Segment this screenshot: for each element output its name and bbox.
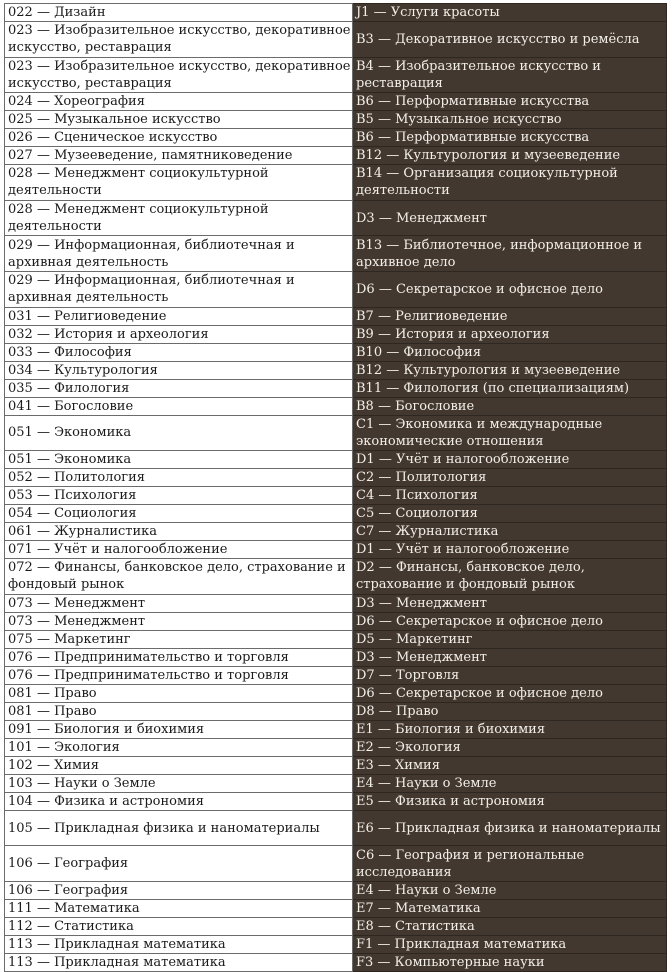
old-specialty-cell: 091 — Биология и биохимия — [5, 720, 353, 738]
old-specialty-cell: 051 — Экономика — [5, 415, 353, 451]
old-specialty-cell: 073 — Менеджмент — [5, 612, 353, 630]
table-row — [5, 881, 667, 899]
table-row — [5, 702, 667, 720]
table-row — [5, 774, 667, 792]
old-specialty-cell: 054 — Социология — [5, 505, 353, 523]
table-row — [5, 397, 667, 415]
old-specialty-cell: 106 — География — [5, 846, 353, 882]
new-specialty-cell: C2 — Политология — [353, 469, 667, 487]
old-specialty-cell: 028 — Менеджмент социокультурной деятельности — [5, 200, 353, 236]
old-specialty-cell: 023 — Изобразительное искусство, декоративное искусство, реставрация — [5, 22, 353, 58]
new-specialty-cell: J1 — Услуги красоты — [353, 4, 667, 22]
table-row — [5, 111, 667, 129]
table-row — [5, 684, 667, 702]
table-row — [5, 379, 667, 397]
new-specialty-cell: B13 — Библиотечное, информационное и архивное дело — [353, 236, 667, 272]
old-specialty-cell: 072 — Финансы, банковское дело, страхование и фондовый рынок — [5, 559, 353, 595]
new-specialty-cell: D5 — Маркетинг — [353, 630, 667, 648]
table-row — [5, 487, 667, 505]
table-row — [5, 666, 667, 684]
new-specialty-cell: C7 — Журналистика — [353, 523, 667, 541]
old-specialty-cell: 106 — География — [5, 881, 353, 899]
new-specialty-cell: C4 — Психология — [353, 487, 667, 505]
old-specialty-cell: 028 — Менеджмент социокультурной деятельности — [5, 165, 353, 201]
table-row — [5, 630, 667, 648]
table-row — [5, 917, 667, 935]
new-specialty-cell: C5 — Социология — [353, 505, 667, 523]
old-specialty-cell: 061 — Журналистика — [5, 523, 353, 541]
new-specialty-cell: B10 — Философия — [353, 343, 667, 361]
old-specialty-cell: 103 — Науки о Земле — [5, 774, 353, 792]
new-specialty-cell: D1 — Учёт и налогообложение — [353, 541, 667, 559]
table-row — [5, 899, 667, 917]
table-row — [5, 271, 667, 307]
table-row — [5, 93, 667, 111]
new-specialty-cell: D6 — Секретарское и офисное дело — [353, 612, 667, 630]
old-specialty-cell: 112 — Статистика — [5, 917, 353, 935]
new-specialty-cell: B12 — Культурология и музееведение — [353, 361, 667, 379]
old-specialty-cell: 029 — Информационная, библиотечная и архивная деятельность — [5, 236, 353, 272]
old-specialty-cell: 034 — Культурология — [5, 361, 353, 379]
new-specialty-cell: B5 — Музыкальное искусство — [353, 111, 667, 129]
specialty-mapping-table — [4, 3, 667, 972]
table-row — [5, 720, 667, 738]
new-specialty-cell: D3 — Менеджмент — [353, 594, 667, 612]
old-specialty-cell: 104 — Физика и астрономия — [5, 792, 353, 810]
new-specialty-cell: E5 — Физика и астрономия — [353, 792, 667, 810]
table-row — [5, 236, 667, 272]
new-specialty-cell: E6 — Прикладная физика и наноматериалы — [353, 810, 667, 846]
old-specialty-cell: 076 — Предпринимательство и торговля — [5, 666, 353, 684]
new-specialty-cell: C6 — География и региональные исследования — [353, 846, 667, 882]
table-row — [5, 451, 667, 469]
table-row — [5, 361, 667, 379]
new-specialty-cell: B6 — Перформативные искусства — [353, 93, 667, 111]
table-row — [5, 738, 667, 756]
old-specialty-cell: 071 — Учёт и налогообложение — [5, 541, 353, 559]
new-specialty-cell: F3 — Компьютерные науки — [353, 953, 667, 971]
new-specialty-cell: B14 — Организация социокультурной деятельности — [353, 165, 667, 201]
new-specialty-cell: B3 — Декоративное искусство и ремёсла — [353, 22, 667, 58]
old-specialty-cell: 102 — Химия — [5, 756, 353, 774]
new-specialty-cell: B6 — Перформативные искусства — [353, 129, 667, 147]
table-row — [5, 505, 667, 523]
new-specialty-cell: B12 — Культурология и музееведение — [353, 147, 667, 165]
new-specialty-cell: D3 — Менеджмент — [353, 648, 667, 666]
new-specialty-cell: D6 — Секретарское и офисное дело — [353, 684, 667, 702]
old-specialty-cell: 113 — Прикладная математика — [5, 935, 353, 953]
old-specialty-cell: 101 — Экология — [5, 738, 353, 756]
new-specialty-cell: D7 — Торговля — [353, 666, 667, 684]
table-row — [5, 147, 667, 165]
new-specialty-cell: B7 — Религиоведение — [353, 307, 667, 325]
new-specialty-cell: E4 — Науки о Земле — [353, 774, 667, 792]
old-specialty-cell: 075 — Маркетинг — [5, 630, 353, 648]
table-row — [5, 810, 667, 846]
old-specialty-cell: 023 — Изобразительное искусство, декоративное искусство, реставрация — [5, 57, 353, 93]
table-row — [5, 523, 667, 541]
table-row — [5, 129, 667, 147]
old-specialty-cell: 105 — Прикладная физика и наноматериалы — [5, 810, 353, 846]
old-specialty-cell: 033 — Философия — [5, 343, 353, 361]
old-specialty-cell: 111 — Математика — [5, 899, 353, 917]
old-specialty-cell: 027 — Музееведение, памятниковедение — [5, 147, 353, 165]
new-specialty-cell: D2 — Финансы, банковское дело, страхование и фондовый рынок — [353, 559, 667, 595]
old-specialty-cell: 073 — Менеджмент — [5, 594, 353, 612]
table-row — [5, 612, 667, 630]
table-row — [5, 846, 667, 882]
new-specialty-cell: E4 — Науки о Земле — [353, 881, 667, 899]
table-row — [5, 343, 667, 361]
old-specialty-cell: 052 — Политология — [5, 469, 353, 487]
table-row — [5, 325, 667, 343]
table-row — [5, 935, 667, 953]
old-specialty-cell: 076 — Предпринимательство и торговля — [5, 648, 353, 666]
new-specialty-cell: F1 — Прикладная математика — [353, 935, 667, 953]
old-specialty-cell: 025 — Музыкальное искусство — [5, 111, 353, 129]
table-row — [5, 22, 667, 58]
table-row — [5, 792, 667, 810]
table-row — [5, 415, 667, 451]
old-specialty-cell: 053 — Психология — [5, 487, 353, 505]
table-row — [5, 165, 667, 201]
old-specialty-cell: 041 — Богословие — [5, 397, 353, 415]
new-specialty-cell: D6 — Секретарское и офисное дело — [353, 271, 667, 307]
table-row — [5, 307, 667, 325]
old-specialty-cell: 032 — История и археология — [5, 325, 353, 343]
new-specialty-cell: B9 — История и археология — [353, 325, 667, 343]
old-specialty-cell: 024 — Хореография — [5, 93, 353, 111]
table-row — [5, 559, 667, 595]
table-body — [5, 4, 667, 972]
table-row — [5, 200, 667, 236]
old-specialty-cell: 081 — Право — [5, 684, 353, 702]
table-row — [5, 648, 667, 666]
table-row — [5, 541, 667, 559]
old-specialty-cell: 031 — Религиоведение — [5, 307, 353, 325]
new-specialty-cell: E8 — Статистика — [353, 917, 667, 935]
new-specialty-cell: E1 — Биология и биохимия — [353, 720, 667, 738]
old-specialty-cell: 051 — Экономика — [5, 451, 353, 469]
table-row — [5, 469, 667, 487]
table-row — [5, 953, 667, 971]
old-specialty-cell: 022 — Дизайн — [5, 4, 353, 22]
table-row — [5, 4, 667, 22]
table-row — [5, 57, 667, 93]
old-specialty-cell: 029 — Информационная, библиотечная и архивная деятельность — [5, 271, 353, 307]
new-specialty-cell: B8 — Богословие — [353, 397, 667, 415]
new-specialty-cell: E3 — Химия — [353, 756, 667, 774]
old-specialty-cell: 081 — Право — [5, 702, 353, 720]
new-specialty-cell: D8 — Право — [353, 702, 667, 720]
new-specialty-cell: B11 — Филология (по специализациям) — [353, 379, 667, 397]
old-specialty-cell: 035 — Филология — [5, 379, 353, 397]
table-row — [5, 594, 667, 612]
old-specialty-cell: 026 — Сценическое искусство — [5, 129, 353, 147]
new-specialty-cell: C1 — Экономика и международные экономические отношения — [353, 415, 667, 451]
new-specialty-cell: E2 — Экология — [353, 738, 667, 756]
new-specialty-cell: B4 — Изобразительное искусство и реставрация — [353, 57, 667, 93]
new-specialty-cell: D1 — Учёт и налогообложение — [353, 451, 667, 469]
new-specialty-cell: E7 — Математика — [353, 899, 667, 917]
old-specialty-cell: 113 — Прикладная математика — [5, 953, 353, 971]
new-specialty-cell: D3 — Менеджмент — [353, 200, 667, 236]
table-row — [5, 756, 667, 774]
